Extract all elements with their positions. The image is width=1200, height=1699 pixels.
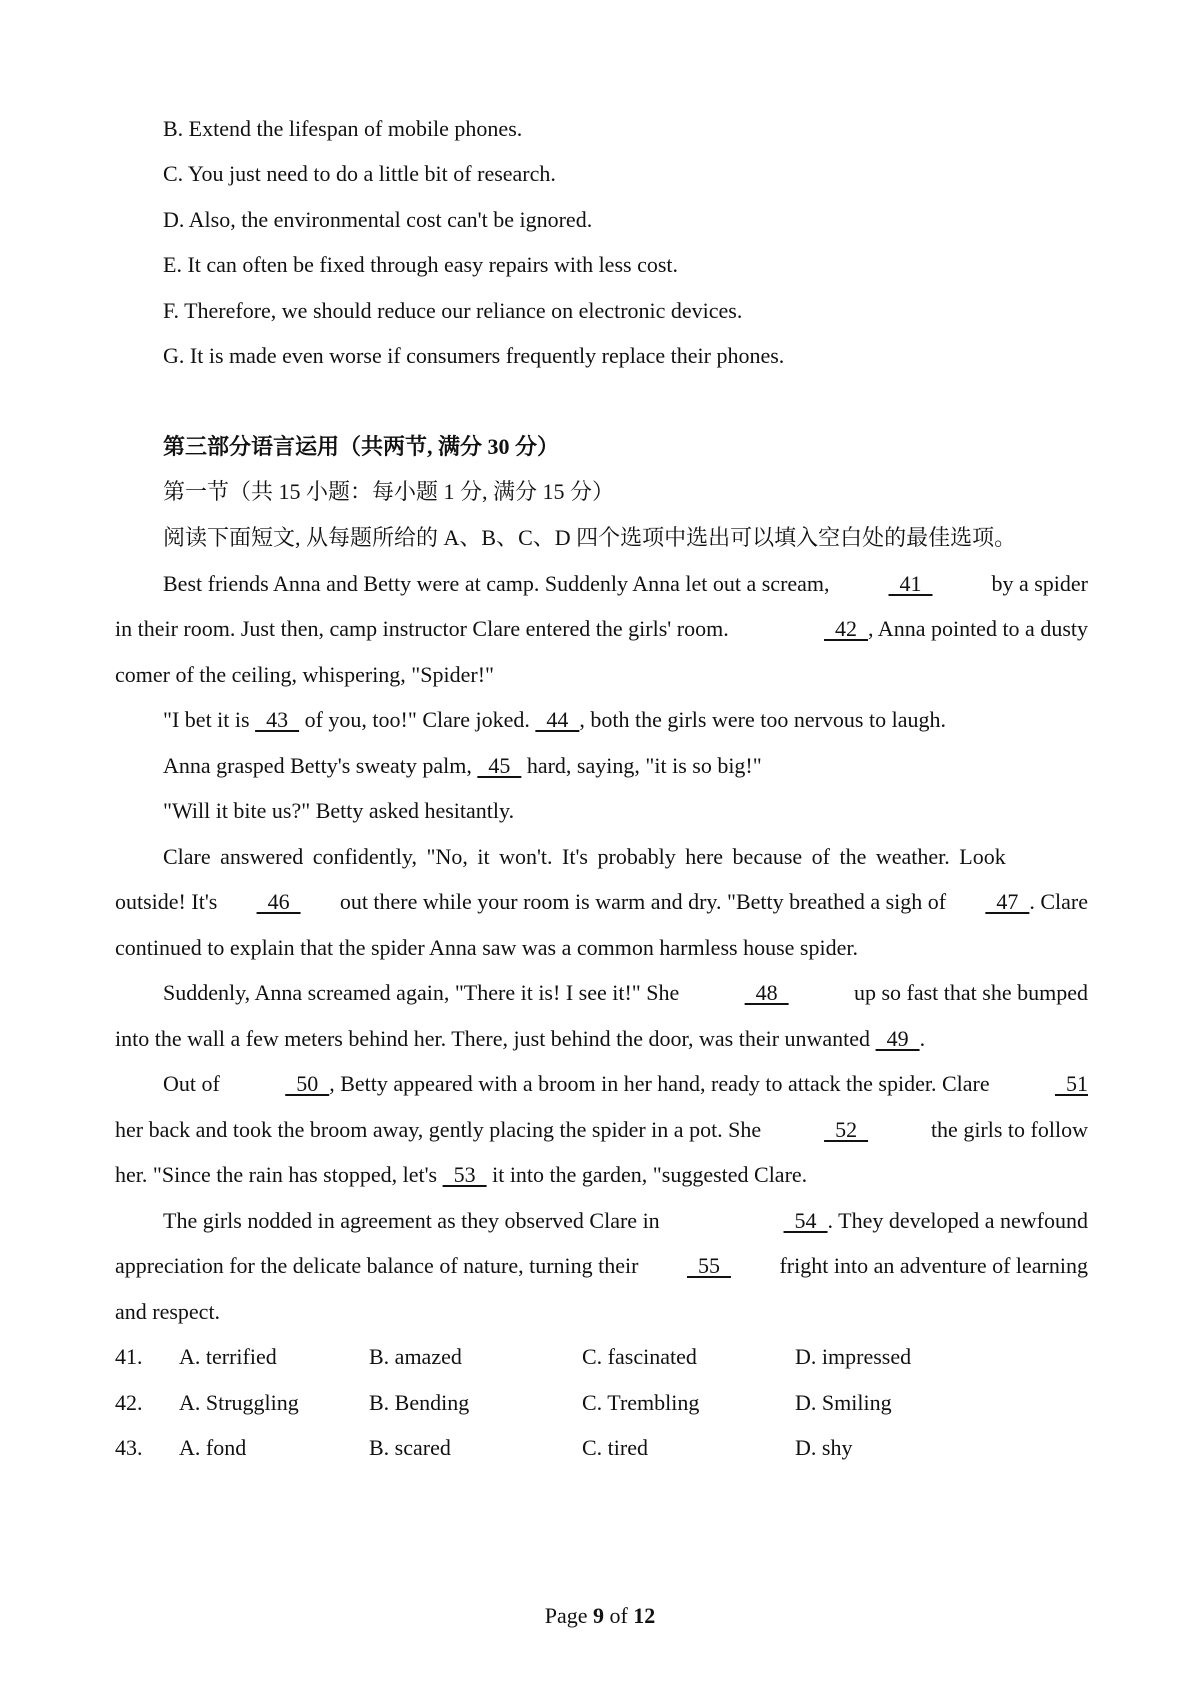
- passage-line: [163, 752, 762, 780]
- blank-44: 44: [535, 707, 580, 732]
- passage-line: [115, 1161, 807, 1189]
- blank-51: 51: [1055, 1071, 1088, 1096]
- choice-a: A. fond: [179, 1435, 247, 1460]
- option-f: F. Therefore, we should reduce our reliance on electronic devices.: [163, 298, 743, 323]
- blank-55: 55: [686, 1253, 731, 1278]
- passage-text: Out of: [163, 1071, 220, 1096]
- passage-line: comer of the ceiling, whispering, "Spider!": [115, 662, 495, 687]
- passage-text: out there while your room is warm and dry. "Betty breathed a sigh of: [339, 889, 947, 914]
- passage-line: [163, 570, 1088, 598]
- choice-d: D. shy: [795, 1435, 853, 1460]
- choice-d: D. impressed: [795, 1344, 912, 1369]
- passage-text: . They developed a newfound: [827, 1208, 1088, 1233]
- passage-text: the girls to follow: [930, 1117, 1088, 1142]
- page-current: 9: [592, 1603, 604, 1628]
- blank-49: 49: [875, 1026, 920, 1051]
- passage-text: appreciation for the delicate balance of nature, turning their: [115, 1253, 639, 1278]
- page-of: of: [603, 1603, 634, 1628]
- passage-text: Clare answered confidently, "No, it won't. It's probably here because of the weather. Look: [163, 844, 1006, 869]
- passage-text: her back and took the broom away, gently placing the spider in a pot. She: [115, 1117, 762, 1142]
- passage-text: , Anna pointed to a dusty: [868, 616, 1088, 641]
- choice-c: C. fascinated: [582, 1344, 697, 1369]
- page-total: 12: [633, 1603, 656, 1628]
- option-e: E. It can often be fixed through easy repairs with less cost.: [163, 252, 679, 277]
- passage-text: fright into an adventure of learning: [779, 1253, 1088, 1278]
- section-subheading: 第一节（共 15 小题：每小题 1 分, 满分 15 分）: [163, 479, 615, 504]
- question-number: 43.: [115, 1435, 143, 1460]
- passage-text: in their room. Just then, camp instructor Clare entered the girls' room.: [115, 616, 729, 641]
- choice-b: B. Bending: [369, 1390, 470, 1415]
- question-number: 41.: [115, 1344, 143, 1369]
- passage-line: [163, 1070, 1088, 1098]
- passage-text: by a spider: [991, 571, 1088, 596]
- passage-line: [115, 888, 1088, 916]
- blank-50: 50: [285, 1071, 330, 1096]
- blank-54: 54: [783, 1208, 828, 1233]
- question-41: [115, 1343, 1015, 1371]
- passage-line: [115, 615, 1088, 643]
- option-g: G. It is made even worse if consumers frequently replace their phones.: [163, 343, 785, 368]
- section-heading: 第三部分语言运用（共两节, 满分 30 分）: [163, 434, 560, 459]
- blank-42: 42: [824, 616, 869, 641]
- passage-text: outside! It's: [115, 889, 218, 914]
- passage-text: , both the girls were too nervous to laugh.: [579, 707, 946, 732]
- passage-text: hard, saying, "it is so big!": [526, 753, 762, 778]
- choice-c: C. tired: [582, 1435, 648, 1460]
- passage-text: .: [919, 1026, 926, 1051]
- choice-c: C. Trembling: [582, 1390, 700, 1415]
- passage-line: and respect.: [115, 1299, 221, 1324]
- choice-b: B. scared: [369, 1435, 451, 1460]
- section-instruction: 阅读下面短文, 从每题所给的 A、B、C、D 四个选项中选出可以填入空白处的最佳选项。: [163, 525, 1017, 550]
- passage-line: [115, 1025, 925, 1053]
- passage-line: "Will it bite us?" Betty asked hesitantly.: [163, 798, 515, 823]
- passage-text: into the wall a few meters behind her. There, just behind the door, was their unwanted: [115, 1026, 871, 1051]
- passage-line: [115, 1116, 1088, 1144]
- passage-line: [115, 1252, 1088, 1280]
- passage-text: "I bet it is: [163, 707, 250, 732]
- passage-text: it into the garden, "suggested Clare.: [492, 1162, 808, 1187]
- question-43: [115, 1434, 1015, 1462]
- blank-48: 48: [744, 980, 789, 1005]
- passage-line: [163, 843, 1088, 871]
- passage-line: [163, 706, 946, 734]
- passage-text: Best friends Anna and Betty were at camp. Suddenly Anna let out a scream,: [163, 571, 830, 596]
- passage-text: her. "Since the rain has stopped, let's: [115, 1162, 438, 1187]
- passage-line: continued to explain that the spider Anna saw was a common harmless house spider.: [115, 935, 858, 960]
- passage-text: up so fast that she bumped: [853, 980, 1088, 1005]
- option-b: B. Extend the lifespan of mobile phones.: [163, 116, 523, 141]
- choice-a: A. terrified: [179, 1344, 277, 1369]
- passage-line: [163, 1207, 1088, 1235]
- blank-46: 46: [256, 889, 301, 914]
- option-c: C. You just need to do a little bit of research.: [163, 161, 556, 186]
- passage-text: Anna grasped Betty's sweaty palm,: [163, 753, 472, 778]
- choice-a: A. Struggling: [179, 1390, 299, 1415]
- passage-text: . Clare: [1029, 889, 1088, 914]
- passage-line: [163, 979, 1088, 1007]
- blank-47: 47: [985, 889, 1030, 914]
- passage-text: of you, too!" Clare joked.: [304, 707, 530, 732]
- blank-52: 52: [824, 1117, 869, 1142]
- page-footer: [0, 1602, 1200, 1630]
- choice-d: D. Smiling: [795, 1390, 892, 1415]
- blank-41: 41: [888, 571, 933, 596]
- blank-43: 43: [255, 707, 300, 732]
- blank-45: 45: [477, 753, 522, 778]
- question-42: [115, 1389, 1015, 1417]
- option-d: D. Also, the environmental cost can't be ignored.: [163, 207, 593, 232]
- passage-text: Suddenly, Anna screamed again, "There it is! I see it!" She: [163, 980, 680, 1005]
- passage-text: The girls nodded in agreement as they observed Clare in: [163, 1208, 660, 1233]
- choice-b: B. amazed: [369, 1344, 462, 1369]
- question-number: 42.: [115, 1390, 143, 1415]
- page-label: Page: [544, 1603, 593, 1628]
- passage-text: , Betty appeared with a broom in her hand, ready to attack the spider. Clare: [329, 1071, 990, 1096]
- blank-53: 53: [442, 1162, 487, 1187]
